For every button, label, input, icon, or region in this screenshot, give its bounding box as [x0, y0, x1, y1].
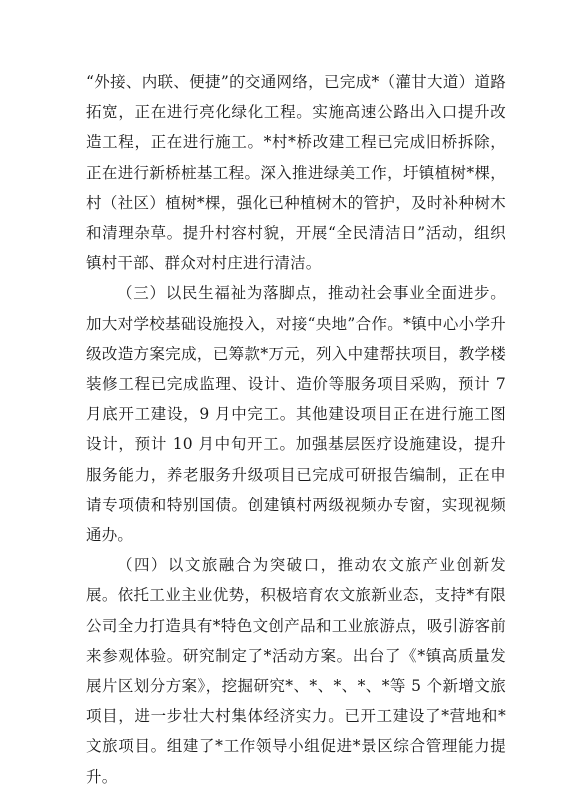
paragraph-transport: “外接、内联、便捷”的交通网络，已完成*（灌甘大道）道路拓宽，正在进行亮化绿化工程。实施高速公路出入口提升改造工程，正在进行施工。*村*桥改建工程已完成旧桥拆除，正在进行新桥桩基工程。深入推进绿美工作，圩镇植树*棵，村（社区）植树*棵，强化已种植树木的管护，及时补种树木和清理杂草。提升村容村貌，开展“全民清洁日”活动，组织镇村干部、群众对村庄进行清洁。	[86, 73, 506, 273]
document-body	[86, 67, 506, 792]
paragraph-social-affairs: （三）以民生福祉为落脚点，推动社会事业全面进步。加大对学校基础设施投入，对接“央地”合作。*镇中心小学升级改造方案完成，已筹款*万元，列入中建帮扶项目，教学楼装修工程已完成监理、设计、造价等服务项目采购，预计 7 月底开工建设，9 月中完工。其他建设项目正在进行施工图设计，预计 10 月中旬开工。加强基层医疗设施建设，提升服务能力，养老服务升级项目已完成可研报告编制，正在申请专项债和特别国债。创建镇村两级视频办专窗，实现视频通办。	[86, 284, 506, 545]
paragraph-culture-tourism: （四）以文旅融合为突破口，推动农文旅产业创新发展。依托工业主业优势，积极培育农文旅新业态，支持*有限公司全力打造具有*特色文创产品和工业旅游点，吸引游客前来参观体验。研究制定了*活动方案。出台了《*镇高质量发展片区划分方案》，挖掘研究*、*、*、*、*等 5 个新增文旅项目，进一步壮大村集体经济实力。已开工建设了*营地和*文旅项目。组建了*工作领导小组促进*景区综合管理能力提升。	[86, 556, 506, 786]
